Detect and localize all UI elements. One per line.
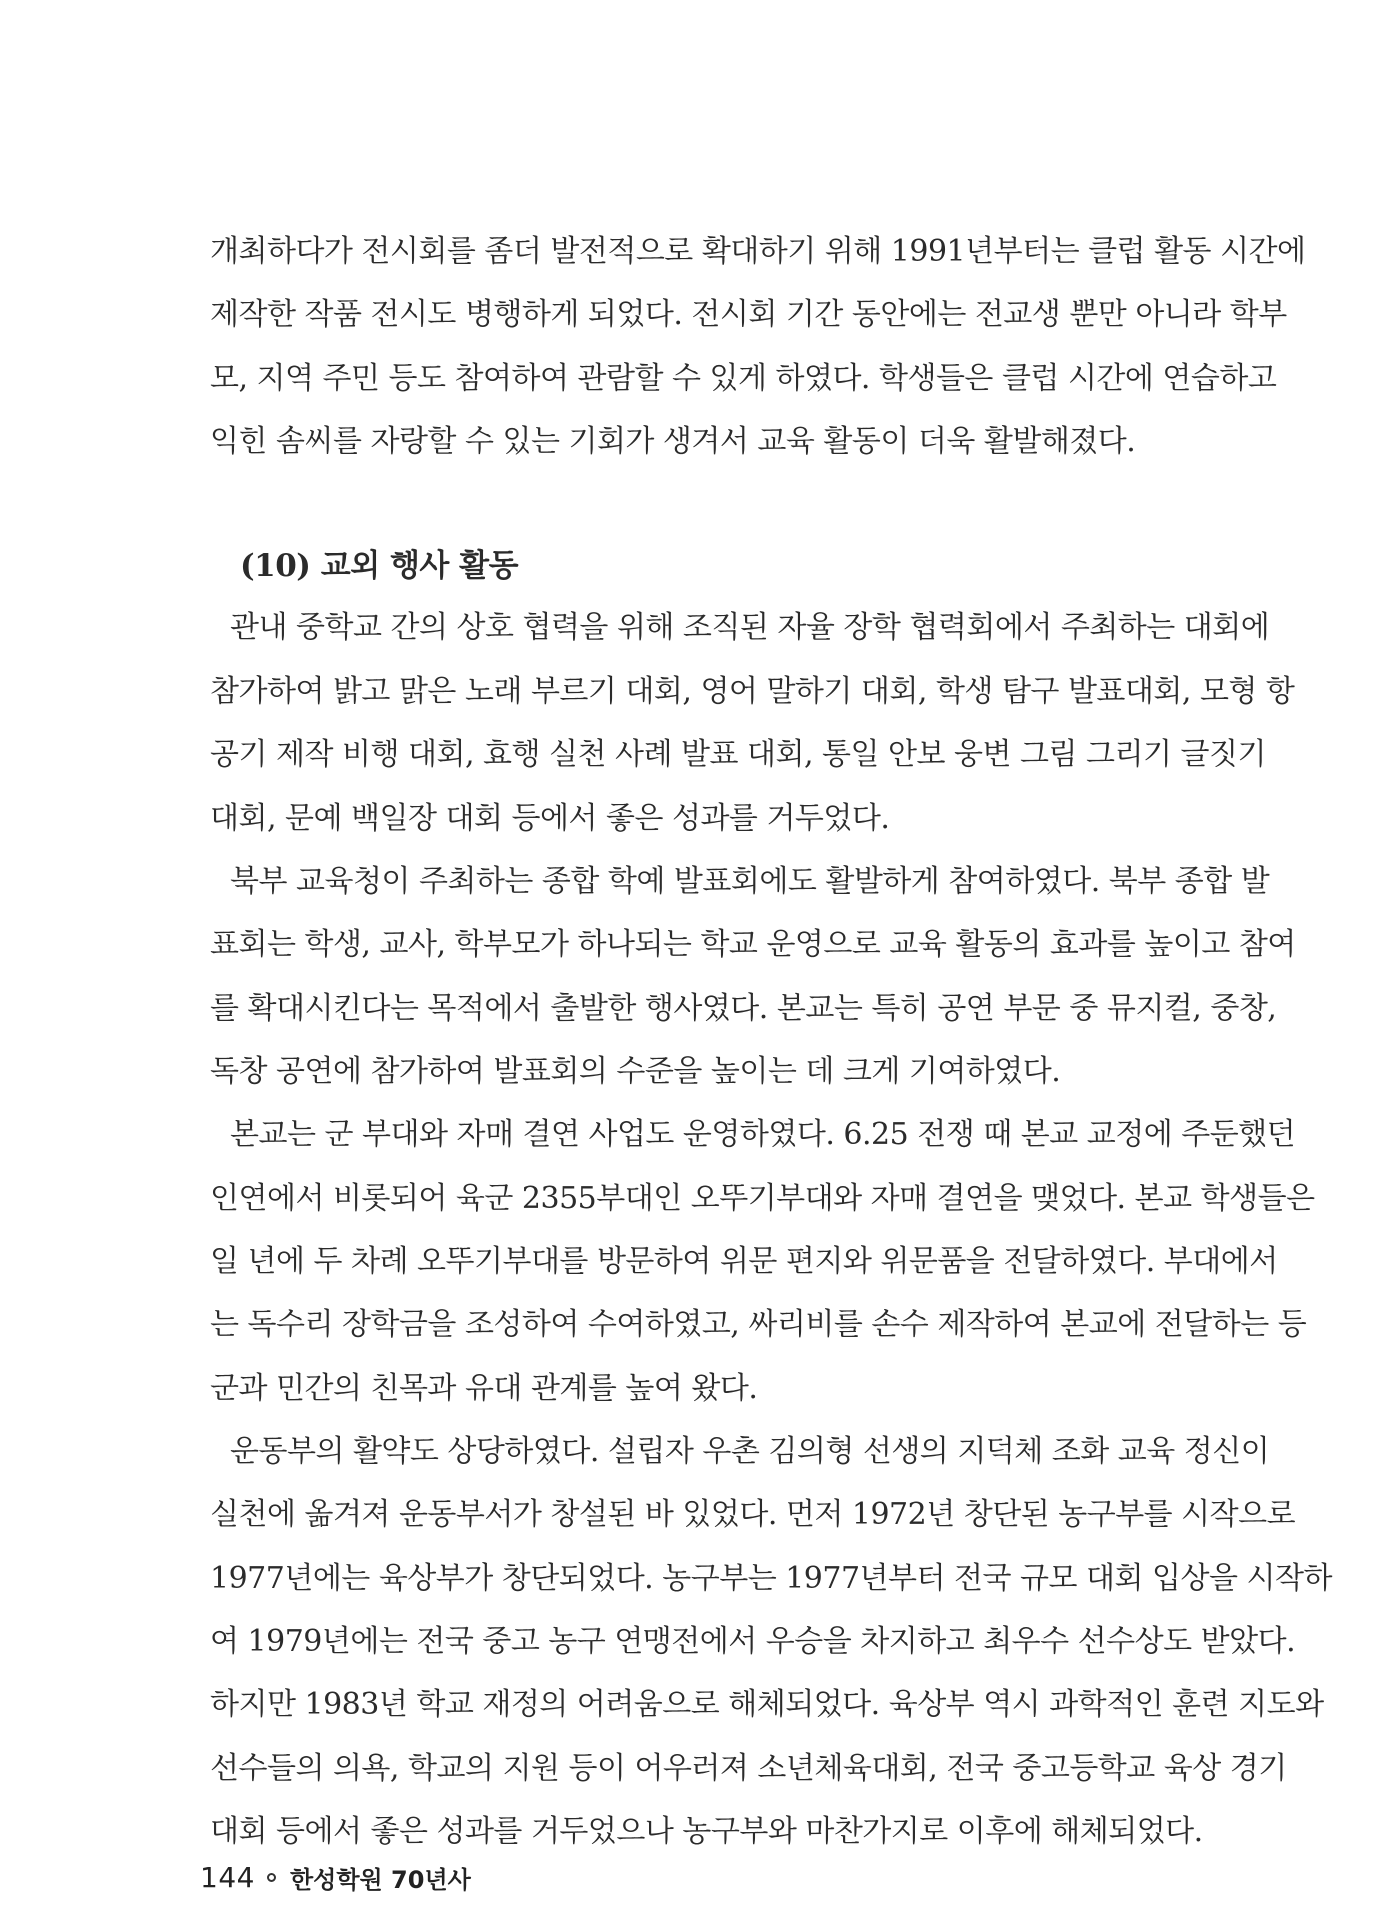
para5-line-6: 선수들의 의욕, 학교의 지원 등이 어우러져 소년체육대회, 전국 중고등학교 육상 경기 [210,1751,1287,1786]
para4-line-2: 인연에서 비롯되어 육군 2355부대인 오뚜기부대와 자매 결연을 맺었다. 본교 학생들은 [210,1181,1315,1216]
para4-line-5: 군과 민간의 친목과 유대 관계를 높여 왔다. [210,1371,758,1406]
para4-line-3: 일 년에 두 차례 오뚜기부대를 방문하여 위문 편지와 위문품을 전달하였다. 부대에서 [210,1244,1278,1279]
para4-line-4: 는 독수리 장학금을 조성하여 수여하였고, 싸리비를 손수 제작하여 본교에 전달하는 등 [210,1307,1307,1342]
page-number: 144 [200,1860,255,1894]
para2-line-1: 관내 중학교 간의 상호 협력을 위해 조직된 자율 장학 협력회에서 주최하는 대회에 [230,610,1270,645]
para1-line-3: 모, 지역 주민 등도 참여하여 관람할 수 있게 하였다. 학생들은 클럽 시간에 연습하고 [210,361,1277,396]
bullet-dot-icon [267,1873,276,1882]
para5-line-2: 실천에 옮겨져 운동부서가 창설된 바 있었다. 먼저 1972년 창단된 농구부를 시작으로 [210,1497,1296,1532]
para2-line-3: 공기 제작 비행 대회, 효행 실천 사례 발표 대회, 통일 안보 웅변 그림 그리기 글짓기 [210,737,1266,772]
para3-line-2: 표회는 학생, 교사, 학부모가 하나되는 학교 운영으로 교육 활동의 효과를 높이고 참여 [210,927,1296,962]
para3-line-4: 독창 공연에 참가하여 발표회의 수준을 높이는 데 크게 기여하였다. [210,1054,1061,1089]
para1-line-4: 익힌 솜씨를 자랑할 수 있는 기회가 생겨서 교육 활동이 더욱 활발해졌다. [210,424,1136,459]
para5-line-3: 1977년에는 육상부가 창단되었다. 농구부는 1977년부터 전국 규모 대회 입상을 시작하 [210,1561,1332,1596]
book-title: 한성학원 70년사 [289,1865,471,1894]
para1-line-1: 개최하다가 전시회를 좀더 발전적으로 확대하기 위해 1991년부터는 클럽 활동 시간에 [210,234,1306,269]
para3-line-1: 북부 교육청이 주최하는 종합 학예 발표회에도 활발하게 참여하였다. 북부 종합 발 [230,864,1270,899]
para5-line-1: 운동부의 활약도 상당하였다. 설립자 우촌 김의형 선생의 지덕체 조화 교육 정신이 [230,1434,1270,1469]
para5-line-5: 하지만 1983년 학교 재정의 어려움으로 해체되었다. 육상부 역시 과학적인 훈련 지도와 [210,1687,1324,1722]
section-heading: (10) 교외 행사 활동 [240,548,519,584]
para2-line-2: 참가하여 밝고 맑은 노래 부르기 대회, 영어 말하기 대회, 학생 탐구 발표대회, 모형 항 [210,674,1295,709]
para2-line-4: 대회, 문예 백일장 대회 등에서 좋은 성과를 거두었다. [210,801,890,836]
page-footer [200,1860,471,1894]
para4-line-1: 본교는 군 부대와 자매 결연 사업도 운영하였다. 6.25 전쟁 때 본교 교정에 주둔했던 [230,1117,1296,1152]
para5-line-4: 여 1979년에는 전국 중고 농구 연맹전에서 우승을 차지하고 최우수 선수상도 받았다. [210,1624,1296,1659]
para5-line-7: 대회 등에서 좋은 성과를 거두었으나 농구부와 마찬가지로 이후에 해체되었다. [210,1814,1203,1849]
para1-line-2: 제작한 작품 전시도 병행하게 되었다. 전시회 기간 동안에는 전교생 뿐만 아니라 학부 [210,297,1287,332]
para3-line-3: 를 확대시킨다는 목적에서 출발한 행사였다. 본교는 특히 공연 부문 중 뮤지컬, 중창, [210,991,1277,1026]
